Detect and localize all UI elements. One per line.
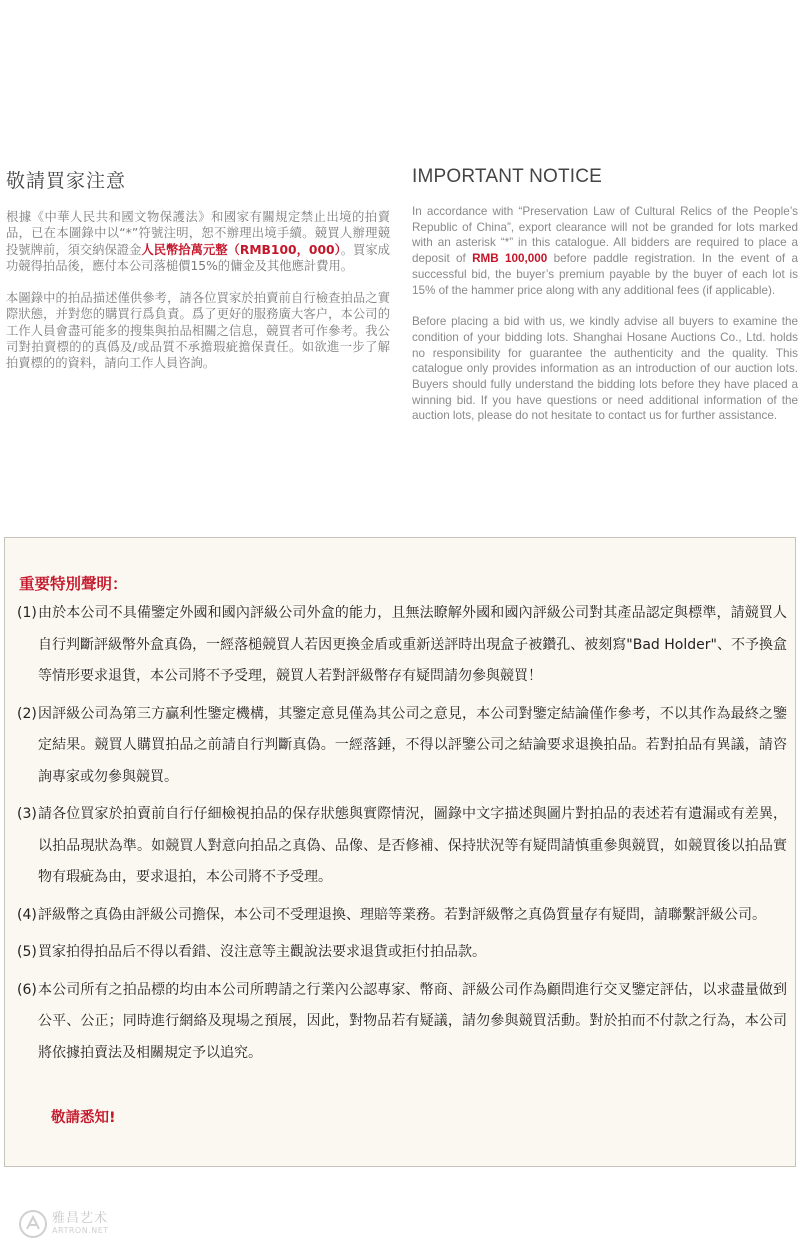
- statement-list: [17, 598, 787, 1075]
- closing-remark: 敬請悉知!: [51, 1110, 116, 1126]
- statement-item-2: [17, 699, 787, 794]
- statement-text: 請各位買家於拍賣前自行仔細檢視拍品的保存狀態與實際情況，圖錄中文字描述與圖片對拍品的表述若有遺漏或有差異，以拍品現狀為準。如競買人對意向拍品之真偽、品像、是否修補、保持狀況等有疑問請慎重參與競買，如競買後以拍品實物有瑕疵為由，要求退拍，本公司將不予受理。: [38, 806, 787, 885]
- watermark-text: [52, 1212, 109, 1236]
- chinese-para1-text-a: 根據《中華人民共和國文物保護法》和國家有關規定禁止出境的拍賣品，已在本圖錄中以“*”符號注明，恕不辦理出境手續。競買人辦理競投號牌前，須交納保證金: [6, 210, 390, 257]
- artron-watermark: [18, 1209, 109, 1239]
- statement-item-1: [17, 598, 787, 693]
- statement-item-4: [17, 900, 787, 932]
- special-statement-title: 重要特別聲明：: [19, 575, 128, 593]
- statement-text: 本公司所有之拍品標的均由本公司所聘請之行業內公認專家、幣商、評級公司作為顧問進行交叉鑒定評估，以求盡量做到公平、公正；同時進行網絡及現場之預展，因此，對物品若有疑議，請勿參與競買活動。對於拍而不付款之行為，本公司將依據拍賣法及相關規定予以追究。: [38, 981, 787, 1061]
- statement-item-6: [17, 975, 787, 1070]
- statement-number: (3): [17, 806, 37, 822]
- english-notice-paragraph-1: [412, 204, 798, 298]
- english-para1-text-a: In accordance with “Preservation Law of Cultural Relics of the People’s Republic of China”, export clearance will not be granded for lots marked with an asterisk “*” in this catalogue. All bidders are required to place a deposit of: [412, 205, 798, 266]
- chinese-para1-text-b: 。買家成功競得拍品後，應付本公司落槌價15%的傭金及其他應計費用。: [6, 242, 390, 273]
- statement-number: (5): [17, 944, 37, 960]
- english-notice-column: [412, 166, 798, 440]
- chinese-notice-column: [6, 166, 390, 388]
- statement-text: 評級幣之真偽由評級公司擔保，本公司不受理退換、理賠等業務。若對評級幣之真偽質量存有疑問，請聯繫評級公司。: [38, 906, 766, 923]
- english-para1-text-b: before paddle registration. In the event of a successful bid, the buyer’s premium payable by the buyer of each lot is 15% of the hammer price along with any additional fees (if applicable).: [412, 252, 798, 297]
- chinese-deposit-amount: 人民幣拾萬元整（RMB100，000）: [141, 242, 341, 257]
- statement-item-3: [17, 799, 787, 894]
- chinese-notice-paragraph-2: 本圖錄中的拍品描述僅供參考，請各位買家於拍賣前自行檢查拍品之實際狀態，并對您的購買行爲負責。爲了更好的服務廣大客户，本公司的工作人員會盡可能多的搜集與拍品相關之信息，競買者可作參考。我公司對拍賣標的的真僞及/或品質不承擔瑕疵擔保責任。如欲進一步了解拍賣標的的資料，請向工作人員咨詢。: [6, 291, 390, 371]
- statement-item-5: [17, 937, 787, 969]
- watermark-name: 雅昌艺术: [52, 1211, 109, 1226]
- statement-text: 由於本公司不具備鑒定外國和國內評級公司外盒的能力，且無法瞭解外國和國內評級公司對其產品認定與標準，請競買人自行判斷評級幣外盒真偽，一經落槌競買人若因更換金盾或重新送評時出現盒子被鑽孔、被刻寫"Bad Holder"、不予換盒等情形要求退貨，本公司將不予受理，競買人若對評級幣存有疑問請勿參與競買！: [38, 605, 787, 684]
- english-notice-heading: IMPORTANT NOTICE: [412, 166, 603, 187]
- chinese-notice-paragraph-1: [6, 209, 390, 274]
- statement-number: (1): [17, 605, 37, 621]
- statement-number: (4): [17, 906, 37, 923]
- chinese-notice-heading: 敬請買家注意: [6, 170, 127, 192]
- special-statement-box: [4, 537, 796, 1167]
- statement-text: 買家拍得拍品后不得以看錯、沒注意等主觀說法要求退貨或拒付拍品款。: [38, 944, 486, 960]
- artron-logo-icon: [18, 1209, 48, 1239]
- statement-number: (2): [17, 705, 37, 722]
- english-deposit-amount: RMB 100,000: [472, 252, 548, 266]
- statement-number: (6): [17, 981, 37, 998]
- watermark-url: ARTRON.NET: [52, 1226, 109, 1235]
- statement-text: 因評級公司為第三方贏利性鑒定機構，其鑒定意見僅為其公司之意見，本公司對鑒定結論僅作參考，不以其作為最終之鑒定結果。競買人購買拍品之前請自行判斷真偽。一經落錘，不得以評鑒公司之結論要求退換拍品。若對拍品有異議，請咨詢專家或勿參與競買。: [38, 705, 787, 785]
- english-notice-paragraph-2: Before placing a bid with us, we kindly advise all buyers to examine the condition of your bidding lots. Shanghai Hosane Auctions Co., Ltd. holds no responsibility for guarantee the authenticity and the quality. This catalogue only provides information as an introduction of our auction lots. Buyers should fully understand the bidding lots before they have placed a winning bid. If you have questions or need additional information of the auction lots, please do not hesitate to contact us for further assistance.: [412, 315, 798, 423]
